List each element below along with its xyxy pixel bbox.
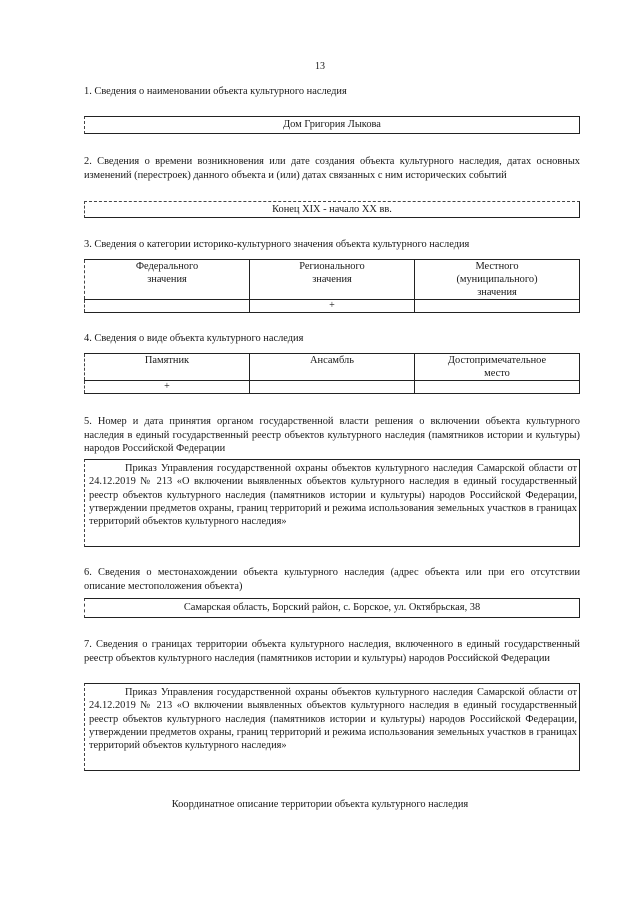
type-mark-landmark <box>415 381 580 394</box>
section-category <box>84 238 580 252</box>
category-mark-federal <box>85 300 250 313</box>
section-dates-heading: 2. Сведения о времени возникновения или дате создания объекта культурного наследия, датах основных изменений (перестроек) данного объекта и (или) датах связанных с ним исторических событий <box>84 156 580 181</box>
section-category-heading: 3. Сведения о категории историко-культурного значения объекта культурного наследия <box>84 239 470 250</box>
page-number: 13 <box>315 61 325 72</box>
object-dates-box <box>84 201 580 218</box>
section-type-heading: 4. Сведения о виде объекта культурного наследия <box>84 333 304 344</box>
section-location <box>84 566 580 593</box>
type-col-monument: Памятник <box>85 354 250 381</box>
section-type <box>84 332 580 346</box>
decision-value: Приказ Управления государственной охраны объектов культурного наследия Самарской области от 24.12.2019 № 213 «О включении выявленных объектов культурного наследия в единый государственный реестр объектов культурного наследия (памятников истории и культуры) народов Российской Федерации, утверждении предметов охраны, границ территорий и режима использования земельных участков в границах территорий объектов культурного наследия» <box>89 463 577 528</box>
section-location-heading: 6. Сведения о местонахождении объекта культурного наследия (адрес объекта или при его отсутствии описание местоположения объекта) <box>84 567 580 592</box>
boundaries-box <box>84 683 580 771</box>
object-name-value: Дом Григория Лыкова <box>283 119 381 130</box>
type-header-row <box>85 354 580 381</box>
type-marks-row <box>85 381 580 394</box>
type-mark-ensemble <box>250 381 415 394</box>
coordinates-caption: Координатное описание территории объекта культурного наследия <box>171 799 469 810</box>
object-dates-value: Конец XIX - начало XX вв. <box>272 204 392 215</box>
type-mark-monument: + <box>85 381 250 394</box>
section-decision <box>84 415 580 456</box>
category-col-federal: Федерального значения <box>85 260 250 300</box>
type-table <box>84 353 580 394</box>
section-decision-heading: 5. Номер и дата принятия органом государственной власти решения о включении объекта культурного наследия в единый государственный реестр объектов культурного наследия (памятников истории и культуры) народов Российской Федерации <box>84 416 580 455</box>
section-boundaries-heading: 7. Сведения о границах территории объекта культурного наследия, включенного в единый государственный реестр объектов культурного наследия (памятников истории и культуры) народов Российской Федерации <box>84 639 580 664</box>
category-mark-regional: + <box>250 300 415 313</box>
section-name-heading: 1. Сведения о наименовании объекта культурного наследия <box>84 86 347 97</box>
boundaries-value: Приказ Управления государственной охраны объектов культурного наследия Самарской области от 24.12.2019 № 213 «О включении выявленных объектов культурного наследия в единый государственный реестр объектов культурного наследия (памятников истории и культуры) народов Российской Федерации, утверждении предметов охраны, границ территорий и режима использования земельных участков в границах территорий объектов культурного наследия» <box>89 687 577 752</box>
section-boundaries <box>84 638 580 665</box>
category-mark-local <box>415 300 580 313</box>
location-box <box>84 598 580 618</box>
section-name <box>84 85 580 99</box>
category-col-local: Местного (муниципального) значения <box>415 260 580 300</box>
type-col-landmark: Достопримечательное место <box>415 354 580 381</box>
category-table <box>84 259 580 313</box>
category-header-row <box>85 260 580 300</box>
category-marks-row <box>85 300 580 313</box>
location-value: Самарская область, Борский район, с. Борское, ул. Октябрьская, 38 <box>183 602 481 613</box>
object-name-box <box>84 116 580 134</box>
category-col-regional: Регионального значения <box>250 260 415 300</box>
type-col-ensemble: Ансамбль <box>250 354 415 381</box>
decision-box <box>84 459 580 547</box>
section-dates <box>84 155 580 182</box>
